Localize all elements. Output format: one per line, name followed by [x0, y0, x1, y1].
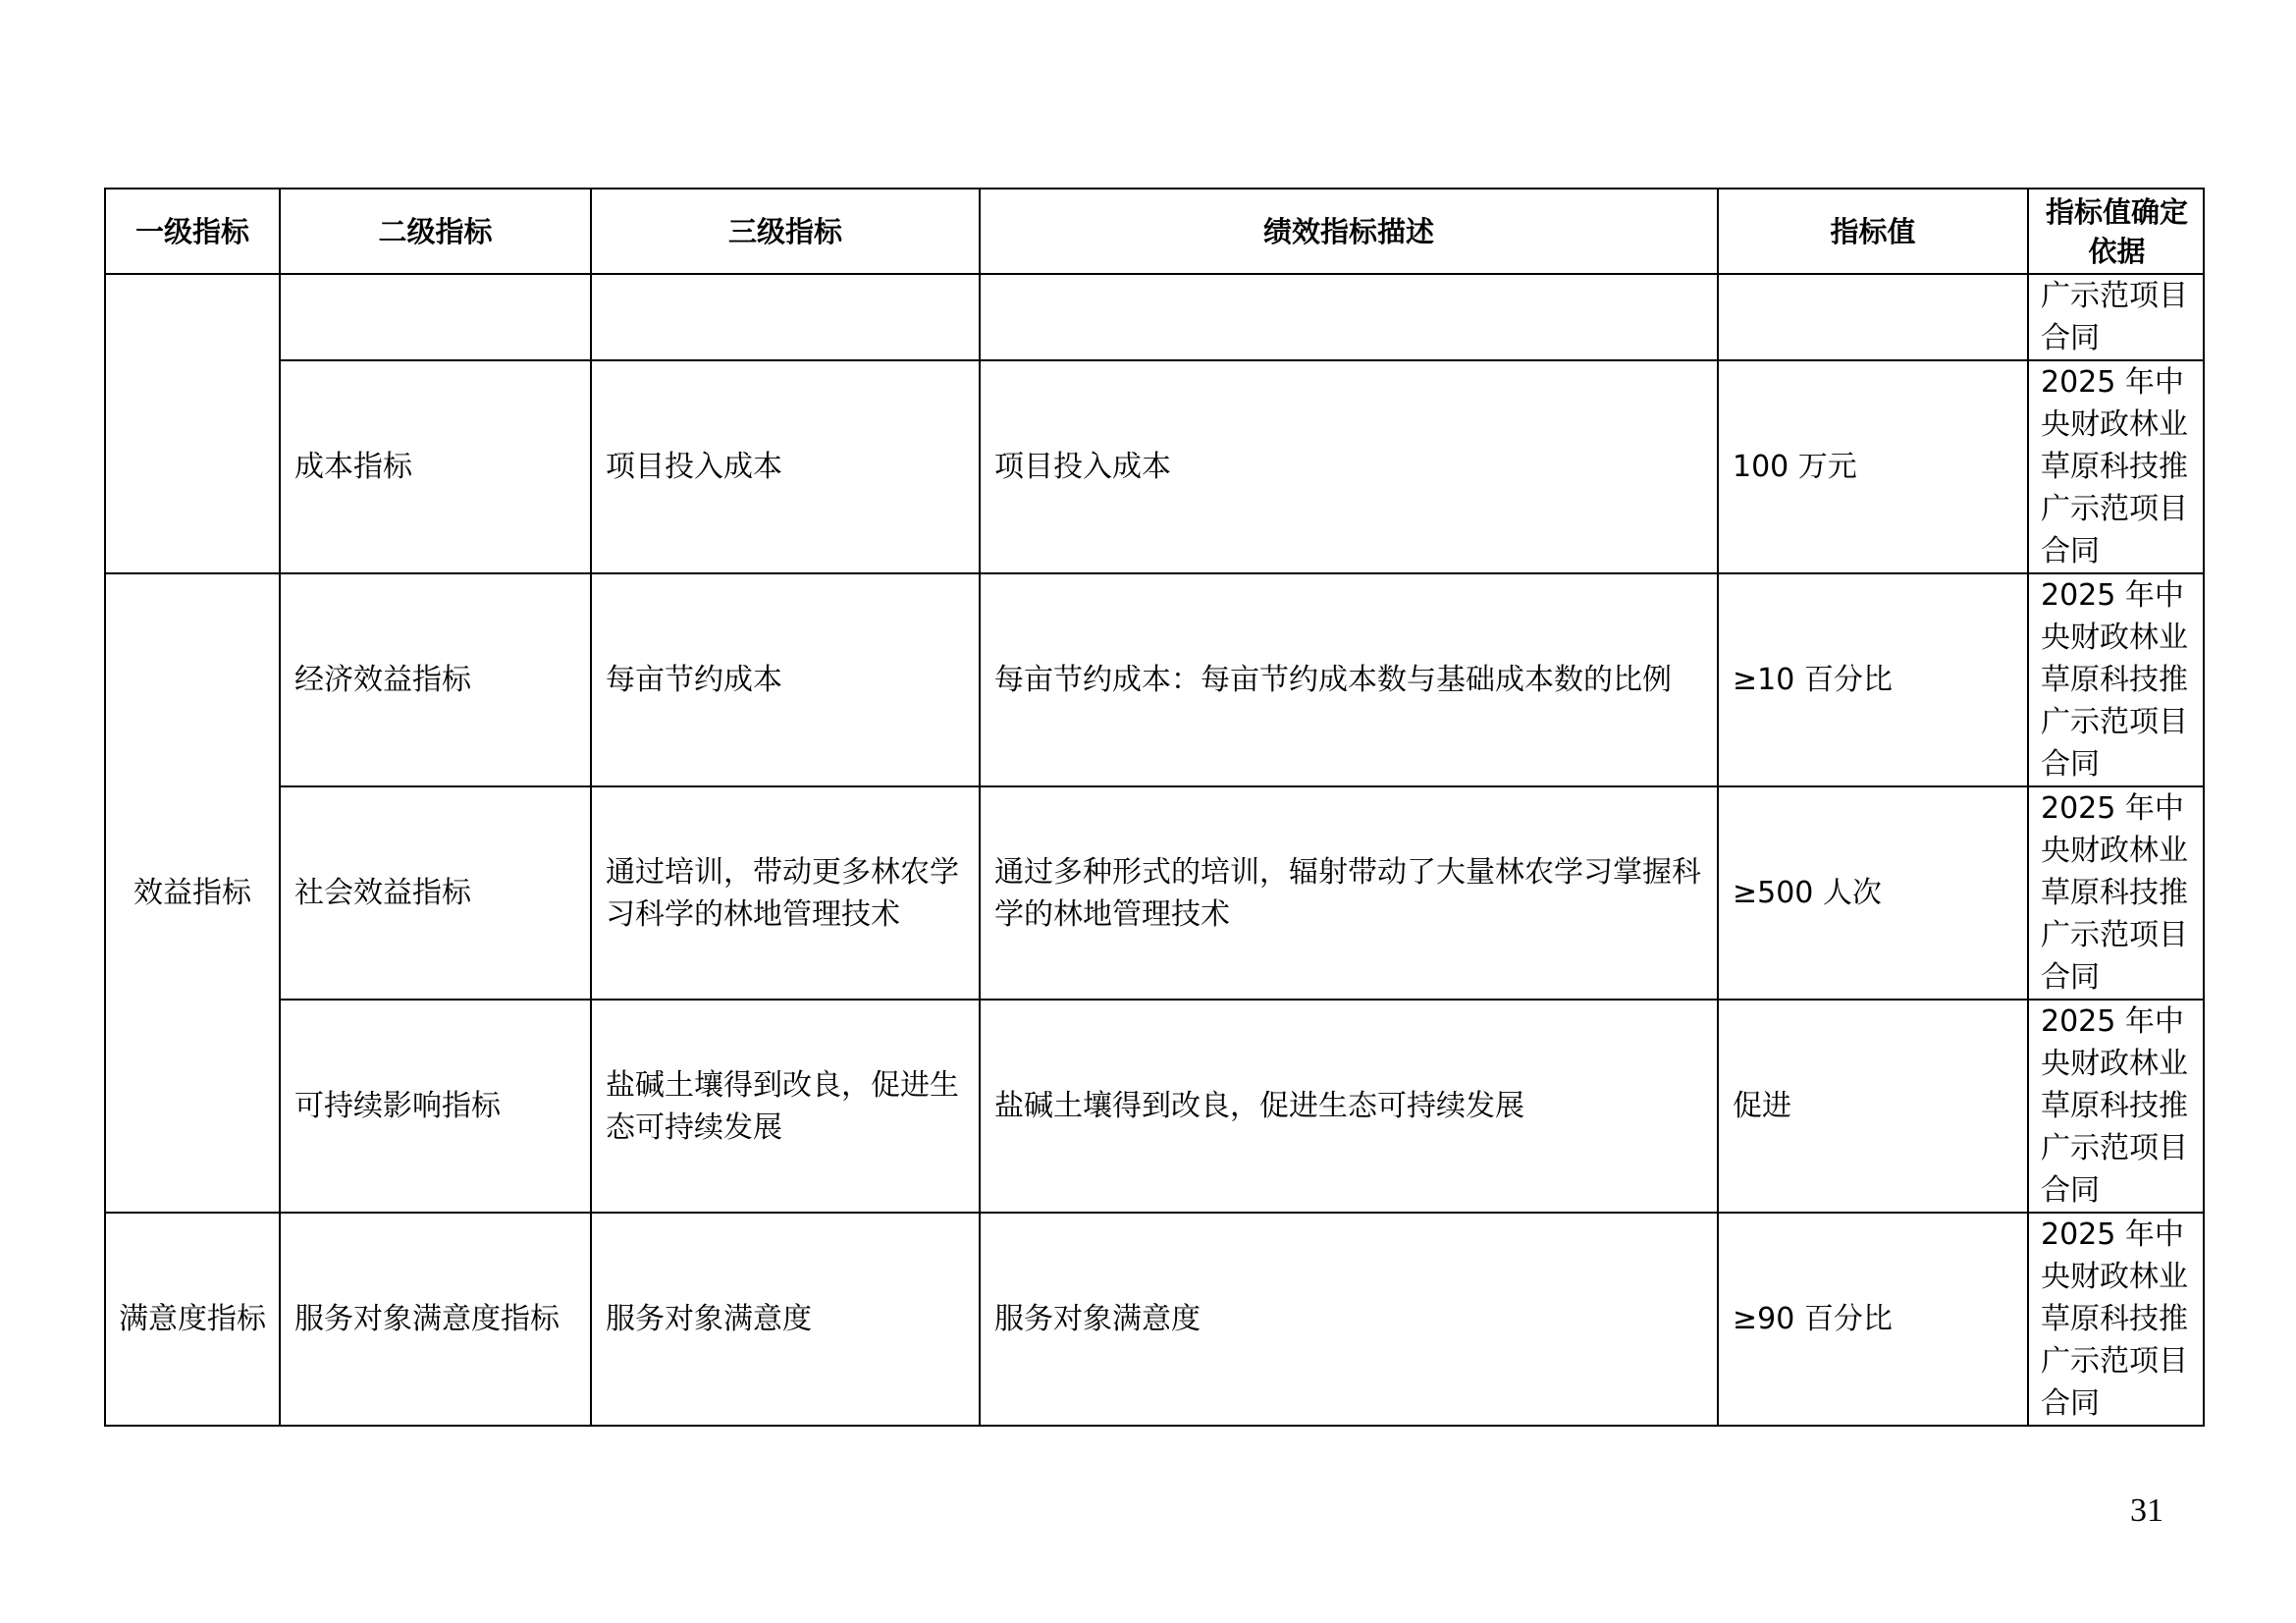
- header-description: 绩效指标描述: [980, 189, 1718, 274]
- cell-level1: [105, 274, 280, 573]
- cell-basis: 2025 年中央财政林业草原科技推广示范项目合同: [2028, 786, 2204, 1000]
- table-row: [105, 573, 2204, 786]
- cell-description: 通过多种形式的培训，辐射带动了大量林农学习掌握科学的林地管理技术: [980, 786, 1718, 1000]
- header-level1: 一级指标: [105, 189, 280, 274]
- table-header-row: [105, 189, 2204, 274]
- cell-level1: 满意度指标: [105, 1213, 280, 1426]
- cell-basis: 2025 年中央财政林业草原科技推广示范项目合同: [2028, 1213, 2204, 1426]
- cell-description: 盐碱土壤得到改良，促进生态可持续发展: [980, 1000, 1718, 1213]
- cell-value: 促进: [1718, 1000, 2028, 1213]
- cell-level2: 服务对象满意度指标: [280, 1213, 591, 1426]
- cell-level3: 服务对象满意度: [591, 1213, 980, 1426]
- cell-basis: 2025 年中央财政林业草原科技推广示范项目合同: [2028, 1000, 2204, 1213]
- cell-level2: 经济效益指标: [280, 573, 591, 786]
- table-row: [105, 1000, 2204, 1213]
- cell-level2: 社会效益指标: [280, 786, 591, 1000]
- cell-value: 100 万元: [1718, 360, 2028, 573]
- cell-level2: [280, 274, 591, 360]
- cell-level3: [591, 274, 980, 360]
- cell-level3: 通过培训，带动更多林农学习科学的林地管理技术: [591, 786, 980, 1000]
- page-number: 31: [2130, 1492, 2163, 1529]
- header-level2: 二级指标: [280, 189, 591, 274]
- cell-value: [1718, 274, 2028, 360]
- header-basis: 指标值确定依据: [2028, 189, 2204, 274]
- cell-value: ≥90 百分比: [1718, 1213, 2028, 1426]
- cell-description: 项目投入成本: [980, 360, 1718, 573]
- cell-description: 服务对象满意度: [980, 1213, 1718, 1426]
- table-row: [105, 1213, 2204, 1426]
- cell-basis: 2025 年中央财政林业草原科技推广示范项目合同: [2028, 573, 2204, 786]
- header-value: 指标值: [1718, 189, 2028, 274]
- cell-level2: 可持续影响指标: [280, 1000, 591, 1213]
- performance-indicator-table: [104, 188, 2205, 1427]
- cell-level2: 成本指标: [280, 360, 591, 573]
- header-level3: 三级指标: [591, 189, 980, 274]
- table-row: [105, 786, 2204, 1000]
- cell-level3: 每亩节约成本: [591, 573, 980, 786]
- cell-description: 每亩节约成本：每亩节约成本数与基础成本数的比例: [980, 573, 1718, 786]
- cell-basis: 广示范项目合同: [2028, 274, 2204, 360]
- table-row: [105, 360, 2204, 573]
- cell-level3: 盐碱土壤得到改良，促进生态可持续发展: [591, 1000, 980, 1213]
- table-row: [105, 274, 2204, 360]
- cell-level3: 项目投入成本: [591, 360, 980, 573]
- cell-value: ≥10 百分比: [1718, 573, 2028, 786]
- cell-description: [980, 274, 1718, 360]
- cell-level1: 效益指标: [105, 573, 280, 1213]
- cell-basis: 2025 年中央财政林业草原科技推广示范项目合同: [2028, 360, 2204, 573]
- cell-value: ≥500 人次: [1718, 786, 2028, 1000]
